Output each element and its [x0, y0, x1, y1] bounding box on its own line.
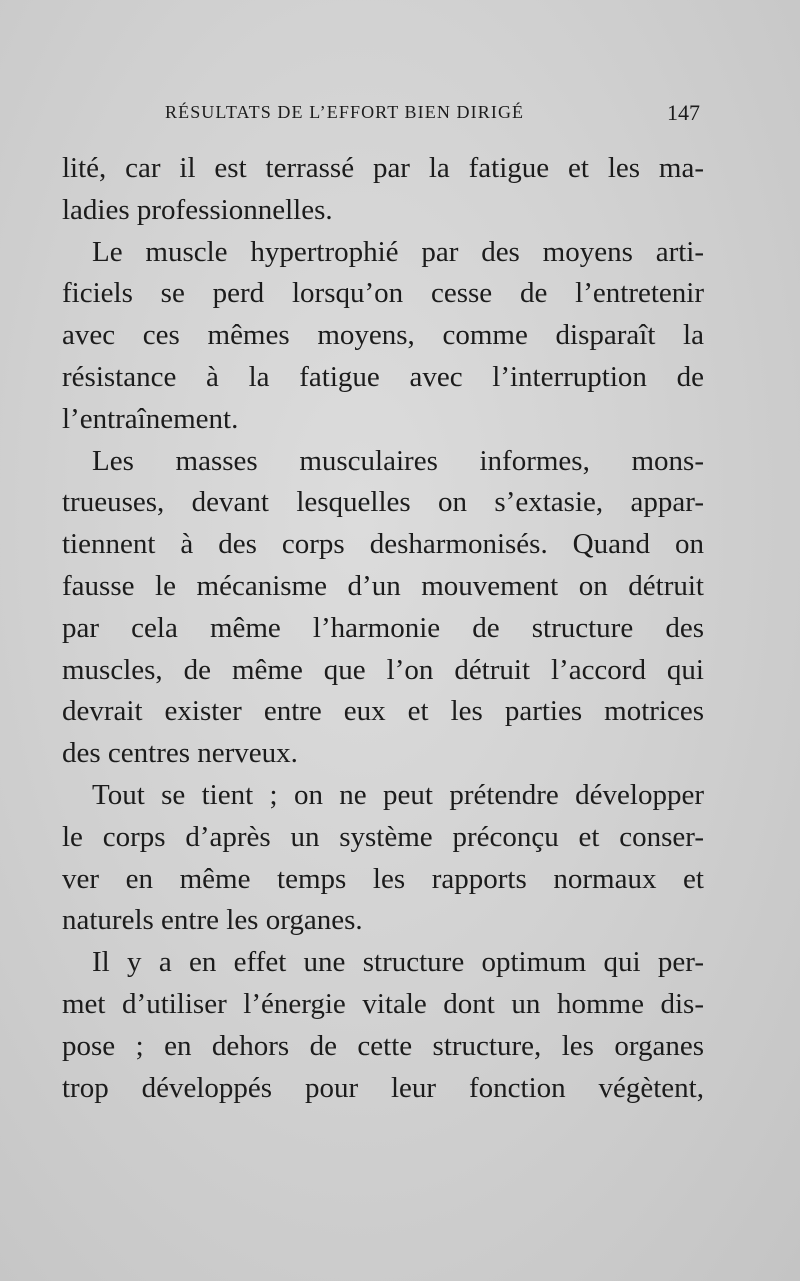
running-title: RÉSULTATS DE L’EFFORT BIEN DIRIGÉ [165, 102, 525, 122]
text-line: ver en même temps les rapports normaux et [62, 862, 704, 895]
text-line: Les masses musculaires informes, mons- [92, 444, 704, 477]
text-line: naturels entre les organes. [62, 904, 363, 937]
text-line: avec ces mêmes moyens, comme disparaît la [62, 319, 704, 352]
text-line: l’entraînement. [62, 402, 239, 435]
text-line: par cela même l’harmonie de structure des [62, 611, 704, 644]
text-line: trueuses, devant lesquelles on s’extasie, appar- [62, 486, 704, 519]
text-line: pose ; en dehors de cette structure, les organes [62, 1029, 704, 1062]
text-line: des centres nerveux. [62, 737, 298, 770]
text-line: trop développés pour leur fonction végètent, [62, 1071, 704, 1104]
text-line: met d’utiliser l’énergie vitale dont un homme dis- [62, 987, 704, 1020]
text-line: Il y a en effet une structure optimum qui per- [92, 946, 704, 979]
page-number: 147 [667, 100, 700, 125]
text-line: le corps d’après un système préconçu et conser- [62, 820, 704, 853]
text-line: tiennent à des corps desharmonisés. Quand on [62, 528, 704, 561]
text-line: devrait exister entre eux et les parties motrices [62, 695, 704, 728]
body-text [62, 148, 704, 1109]
text-line: muscles, de même que l’on détruit l’accord qui [62, 653, 704, 686]
running-head [62, 98, 704, 134]
text-line: lité, car il est terrassé par la fatigue et les ma- [62, 152, 704, 184]
text-line: ladies professionnelles. [62, 193, 333, 226]
text-line: ficiels se perd lorsqu’on cesse de l’entretenir [62, 277, 704, 310]
text-line: résistance à la fatigue avec l’interruption de [62, 360, 704, 393]
text-line: Tout se tient ; on ne peut prétendre développer [92, 778, 704, 811]
text-line: fausse le mécanisme d’un mouvement on détruit [62, 569, 704, 602]
text-line: Le muscle hypertrophié par des moyens arti- [92, 235, 704, 268]
